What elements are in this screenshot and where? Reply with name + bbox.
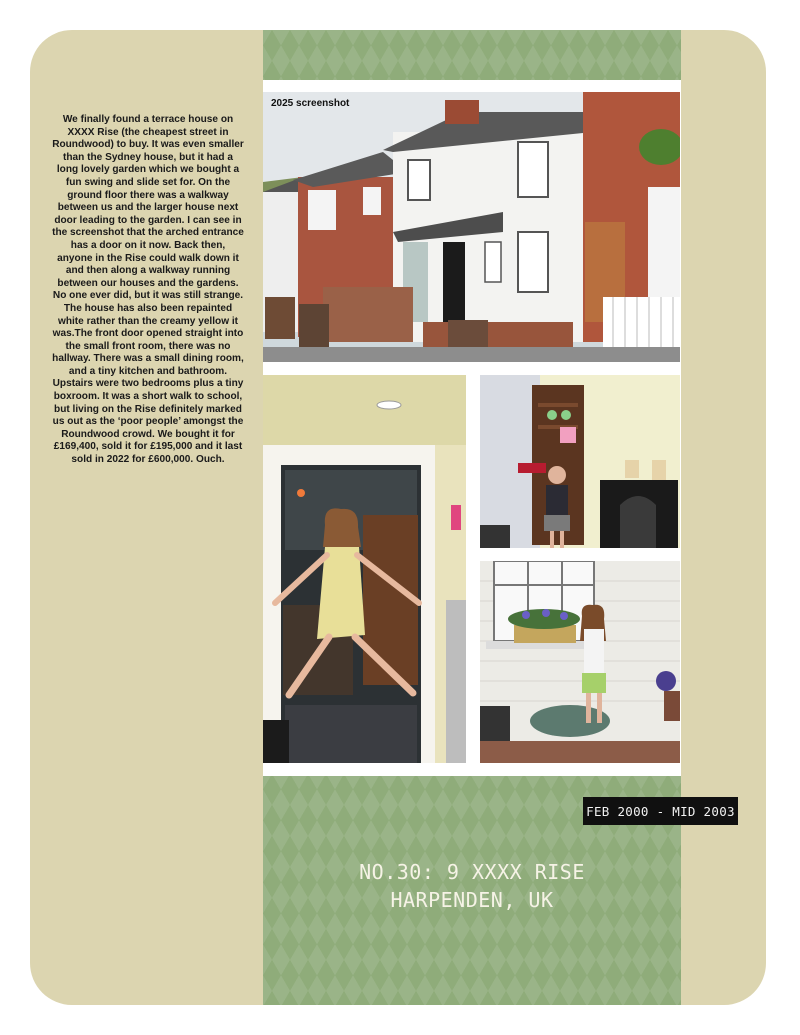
page-title — [263, 858, 681, 914]
photo-girl-by-window-box — [480, 561, 680, 763]
photo-girl-by-fireplace — [480, 375, 680, 548]
title-line-location: HARPENDEN, UK — [390, 888, 554, 912]
story-text: We finally found a terrace house on XXXX Rise (the cheapest street in Roundwood) to buy. It was even smaller than the Sydney house, but it had a long lovely garden which we bought a fun swing and slide set for. On the ground floor there was a walkway between us and the larger house next door leading to the garden. I can see in the screenshot that the arched entrance has a door on it now. Back then, anyone in the Rise could walk down it and then along a walkway running between our houses and the gardens. No one ever did, but it was still strange. The house has also been repainted white rather than the creamy yellow it was.The front door opened straight into the small front room, there was no hallway. There was a small dining room, and a tiny kitchen and bathroom. Upstairs were two bedrooms plus a tiny boxroom. It was a short walk to school, but living on the Rise definitely marked us out as the ‘poor people’ amongst the Roundwood crowd. We bought it for £169,400, sold it for £195,000 and it last sold in 2022 for £600,000. Ouch. — [52, 114, 244, 466]
title-line-address: NO.30: 9 XXXX RISE — [359, 860, 585, 884]
photo-girl-in-doorway — [263, 375, 466, 763]
photo-street-screenshot — [263, 92, 680, 362]
date-range-badge: FEB 2000 - MID 2003 — [583, 797, 738, 825]
street-photo-caption: 2025 screenshot — [271, 98, 350, 109]
